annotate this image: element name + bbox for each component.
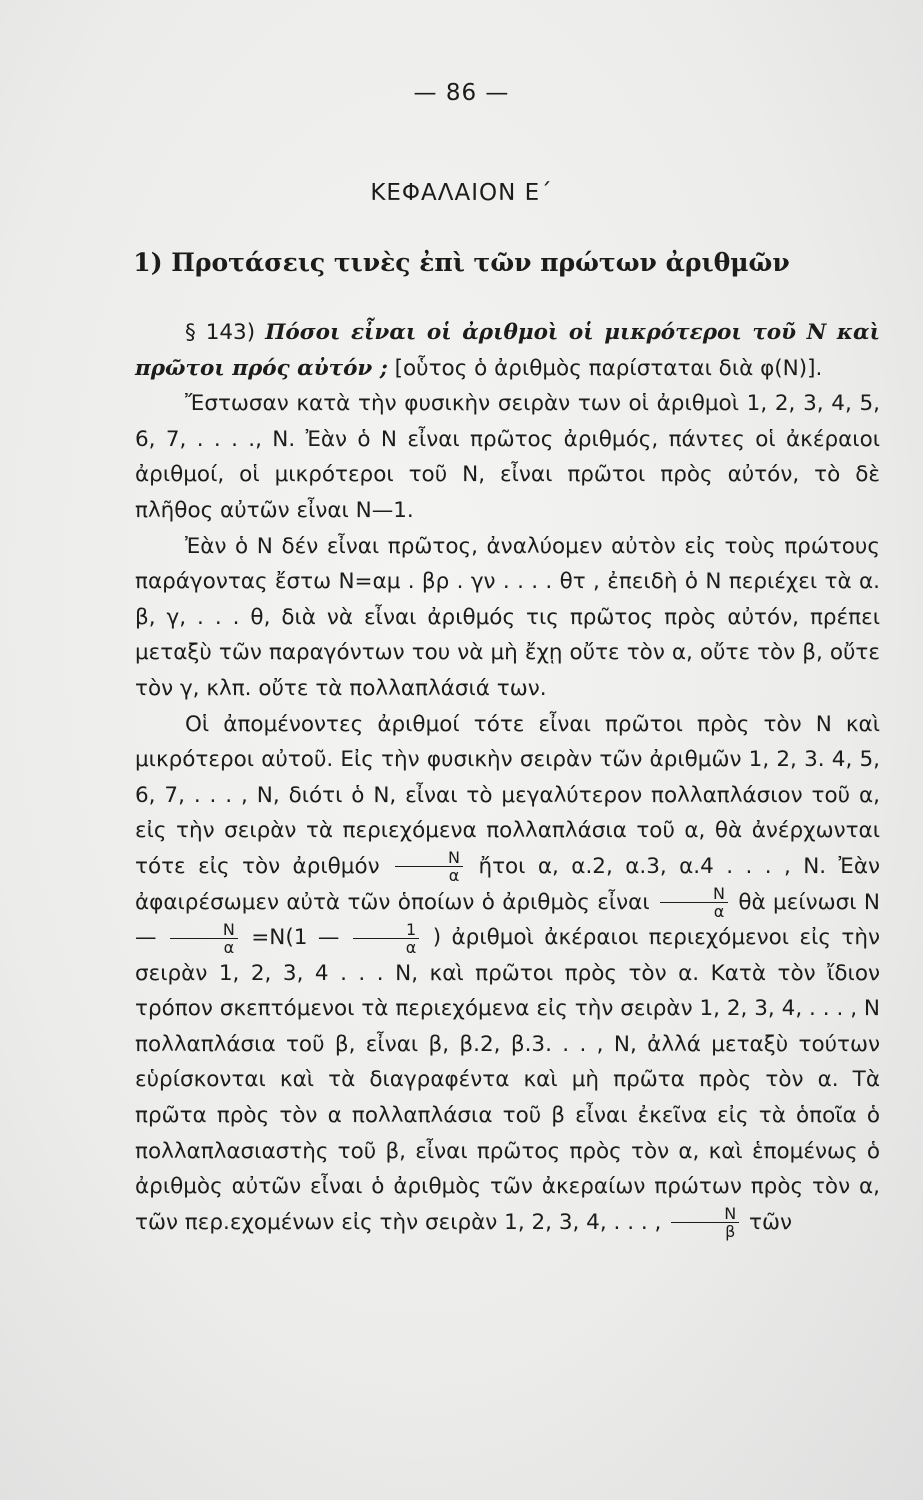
fraction-numerator: Ν <box>671 1205 739 1223</box>
fraction-numerator: Ν <box>660 885 728 903</box>
fraction-denominator: β <box>725 1222 736 1242</box>
fraction-one-over-a <box>353 921 420 956</box>
text-segment: =Ν(1 — <box>251 925 340 951</box>
text-segment: Οἱ ἀπομένοντες ἀριθμοί τότε εἶναι πρῶτοι πρὸς τὸν Ν καὶ μικρότεροι αὐτοῦ. Εἰς τὴν φυσικὴν σειρὰν τῶν ἀριθμῶν 1, 2, 3. 4, 5, 6, 7, . . . , Ν, διότι ὁ Ν, εἶναι τὸ μεγαλύτερον πολλαπλάσιον τοῦ α, εἰς τὴν σειρὰν τὰ περιεχόμενα πολλαπλάσια τοῦ α, θὰ ἀνέρχωνται τότε εἰς τὸν ἀριθμόν <box>135 711 880 879</box>
fraction-numerator: Ν <box>395 849 463 867</box>
fraction-denominator: α <box>713 902 725 921</box>
page-number: — 86 — <box>413 80 510 106</box>
fraction-n-over-a <box>170 921 238 956</box>
section-title: 1) Προτάσεις τινὲς ἐπὶ τῶν πρώτων ἀριθμῶν <box>133 248 790 277</box>
fraction-denominator: α <box>448 866 460 886</box>
fraction-denominator: α <box>223 937 235 957</box>
text-segment: ) ἀριθμοὶ ἀκέραιοι περιεχόμενοι εἰς τὴν σειρὰν 1, 2, 3, 4 . . . Ν, καὶ πρῶτοι πρὸς τὸν α. Κατὰ τὸν ἴδιον τρόπον σκεπτόμενοι τὰ περιεχόμενα εἰς τὴν σειρὰν 1, 2, 3, 4, . . . , Ν πολλαπλάσια τοῦ β, εἶναι β, β.2, β.3. . . , Ν, ἀλλά μεταξὺ τούτων εὑρίσκονται καὶ τὰ διαγραφέντα καὶ μὴ πρῶτα πρὸς τὸν α. Τὰ πρῶτα πρὸς τὸν α πολλαπλάσια τοῦ β εἶναι ἐκεῖνα εἰς τὰ ὁποῖα ὁ πολλαπλασιαστὴς τοῦ β, εἶναι πρῶτος πρὸς τὸν α, καὶ ἑπομένως ὁ ἀριθμὸς αὐτῶν εἶναι ὁ ἀριθμὸς τῶν ἀκεραίων πρώτων πρὸς τὸν α, τῶν περ.εχομένων εἰς τὴν σειρὰν 1, 2, 3, 4, . . . , <box>135 925 880 1235</box>
fraction-denominator: α <box>405 937 417 957</box>
chapter-title: ΚΕΦΑΛΑΙΟΝ Ε΄ <box>370 180 553 206</box>
fraction-numerator: 1 <box>353 921 420 939</box>
question-text: Πόσοι εἶναι οἱ ἀριθμοὶ οἱ μικρότεροι τοῦ Ν καὶ πρῶτοι πρός αὐτόν ; <box>135 320 880 381</box>
text-segment: ἤτοι α, α.2, α.3, α.4 . . . , Ν. Ἐὰν ἀφαιρέσωμεν αὐτὰ τῶν ὁποίων ὁ ἀριθμὸς εἶναι <box>135 853 881 915</box>
section-number: § 143) <box>185 320 256 345</box>
paragraph-natural-series: Ἔστωσαν κατὰ τὴν φυσικὴν σειρὰν των οἱ ἀριθμοὶ 1, 2, 3, 4, 5, 6, 7, . . . ., Ν. Ἐὰν ὁ Ν εἶναι πρῶτος ἀριθμός, πάντες οἱ ἀκέραιοι ἀριθμοί, οἱ μικρότεροι τοῦ Ν, εἶναι πρῶτοι πρὸς αὐτόν, τὸ δὲ πλῆθος αὐτῶν εἶναι Ν—1. <box>135 391 880 523</box>
paragraph-143 <box>135 315 880 386</box>
paragraph-remaining-numbers <box>135 707 880 1241</box>
text-segment: θὰ μείνωσι Ν — <box>135 889 880 951</box>
fraction-numerator: Ν <box>170 921 238 939</box>
paragraph-factorization: Ἐὰν ὁ Ν δέν εἶναι πρῶτος, ἀναλύομεν αὐτὸν εἰς τοὺς πρώτους παράγοντας ἔστω Ν=αμ . βρ . γν . . . . θτ , ἐπειδὴ ὁ Ν περιέχει τὰ α. β, γ, . . . θ, διὰ νὰ εἶναι ἀριθμός τις πρῶτος πρὸς αὐτόν, πρέπει μεταξὺ τῶν παραγόντων του νὰ μὴ ἔχῃ οὔτε τὸν α, οὔτε τὸν β, οὔτε τὸν γ, κλπ. οὔτε τὰ πολλαπλάσιά των. <box>135 533 880 701</box>
body-text <box>135 315 880 1240</box>
fraction-n-over-b <box>671 1205 739 1240</box>
fraction-n-over-a <box>395 849 463 884</box>
text-segment: τῶν <box>749 1209 792 1235</box>
notation-text: [οὗτος ὁ ἀριθμὸς παρίσταται διὰ φ(Ν)]. <box>394 355 823 381</box>
fraction-n-over-a <box>660 885 728 920</box>
